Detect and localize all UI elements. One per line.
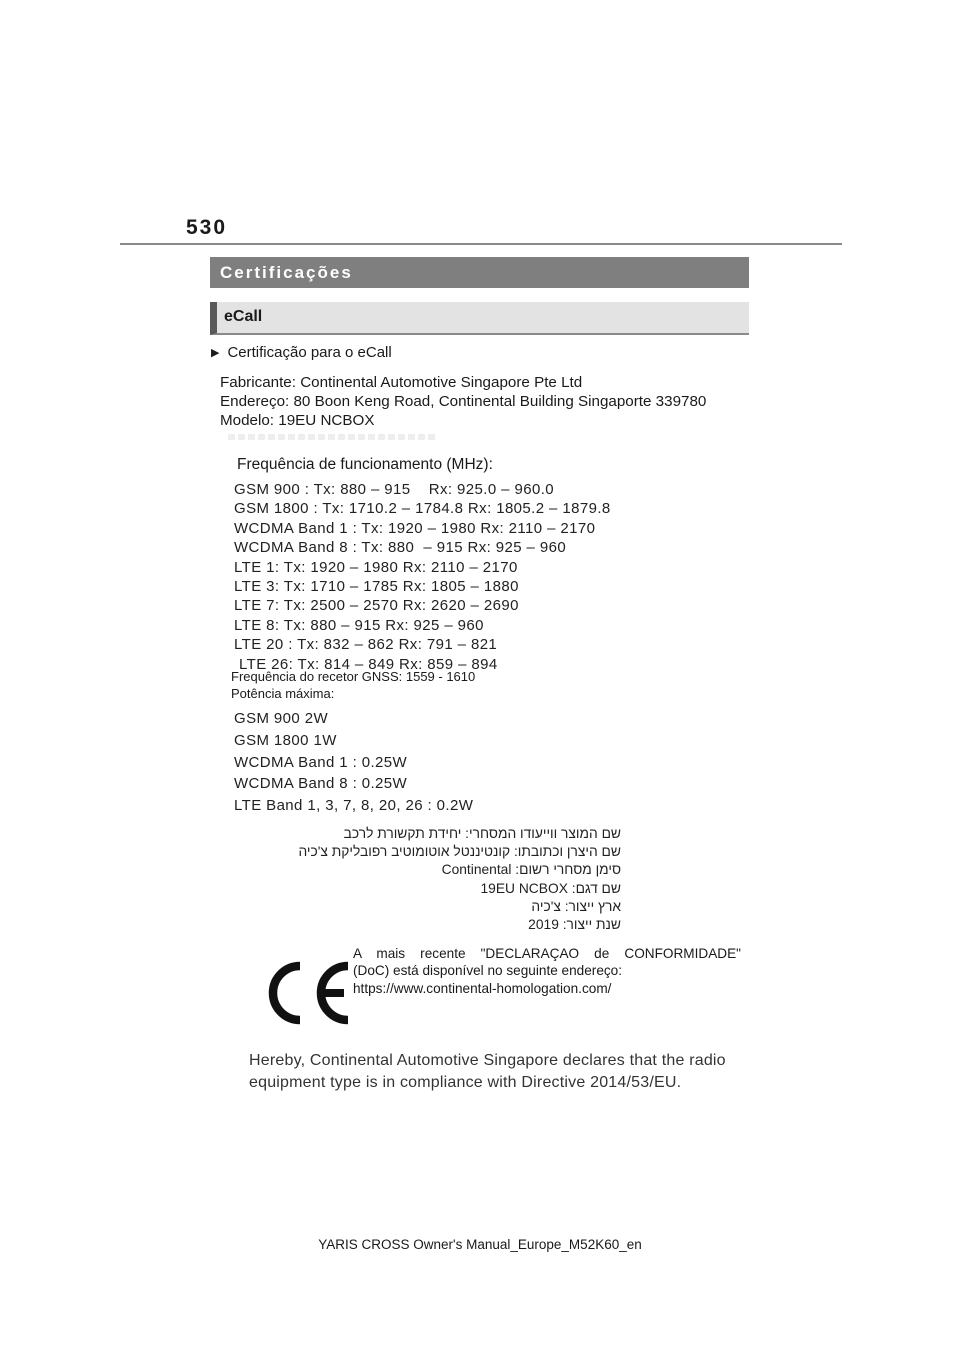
power-list — [234, 708, 473, 817]
manufacturer-info — [220, 373, 706, 430]
directive-line: Hereby, Continental Automotive Singapore declares that the radio — [249, 1052, 726, 1069]
hebrew-line: שם המוצר ווייעודו המסחרי: יחידת תקשורת לרכב — [343, 826, 621, 841]
band-row: LTE 26: Tx: 814 – 849 Rx: 859 – 894 — [239, 655, 498, 673]
power-row: LTE Band 1, 3, 7, 8, 20, 26 : 0.2W — [234, 797, 474, 815]
hebrew-line: שם דגם: 19EU NCBOX — [480, 880, 621, 896]
page-number: 530 — [186, 216, 228, 239]
band-row: GSM 1800 : Tx: 1710.2 – 1784.8 Rx: 1805.2 – 1879.8 — [234, 500, 611, 518]
header-rule — [120, 243, 842, 245]
page-footer: YARIS CROSS Owner's Manual_Europe_M52K60_en — [318, 1237, 642, 1252]
directive-line: equipment type is in compliance with Directive 2014/53/EU. — [249, 1074, 682, 1091]
frequency-heading: Frequência de funcionamento (MHz): — [237, 456, 493, 473]
band-row: LTE 1: Tx: 1920 – 1980 Rx: 2110 – 2170 — [234, 558, 518, 576]
gnss-frequency: Frequência do recetor GNSS: 1559 - 1610 — [231, 669, 476, 684]
band-row: WCDMA Band 1 : Tx: 1920 – 1980 Rx: 2110 – 2170 — [234, 519, 596, 537]
model-line: Modelo: 19EU NCBOX — [220, 412, 375, 429]
power-row: GSM 900 2W — [234, 710, 329, 727]
doc-availability-notice — [353, 945, 741, 997]
directive-statement — [249, 1050, 726, 1094]
frequency-band-list — [234, 480, 611, 674]
subsection-title: eCall — [210, 302, 749, 335]
bullet-text: Certificação para o eCall — [227, 344, 392, 361]
band-row: WCDMA Band 8 : Tx: 880 – 915 Rx: 925 – 960 — [234, 539, 567, 557]
band-row: LTE 8: Tx: 880 – 915 Rx: 925 – 960 — [234, 616, 484, 634]
doc-notice-line: (DoC) está disponível no seguinte endereço: — [353, 963, 623, 979]
band-row: GSM 900 : Tx: 880 – 915 Rx: 925.0 – 960.0 — [234, 481, 555, 498]
manufacturer-line: Fabricante: Continental Automotive Singapore Pte Ltd — [220, 374, 583, 391]
band-row: LTE 7: Tx: 2500 – 2570 Rx: 2620 – 2690 — [234, 597, 519, 615]
max-power-label: Potência máxima: — [231, 686, 335, 701]
power-row: GSM 1800 1W — [234, 731, 337, 749]
faint-scan-artifact — [228, 434, 438, 440]
bullet-item — [211, 344, 392, 361]
band-row: LTE 20 : Tx: 832 – 862 Rx: 791 – 821 — [234, 636, 498, 654]
ce-mark-icon — [262, 960, 352, 1026]
address-line: Endereço: 80 Boon Keng Road, Continental Building Singaporte 339780 — [220, 393, 707, 410]
power-row: WCDMA Band 8 : 0.25W — [234, 775, 408, 793]
gnss-power-block — [231, 668, 475, 702]
hebrew-line: שם היצרן וכתובתו: קונטיננטל אוטומוטיב רפובליקת צ'כיה — [298, 844, 621, 860]
power-row: WCDMA Band 1 : 0.25W — [234, 753, 408, 771]
band-row: LTE 3: Tx: 1710 – 1785 Rx: 1805 – 1880 — [234, 578, 519, 596]
hebrew-line: סימן מסחרי רשום: Continental — [441, 862, 621, 878]
hebrew-declaration — [261, 825, 621, 934]
section-title: Certificações — [210, 257, 749, 288]
hebrew-line: שנת ייצור: 2019 — [528, 917, 621, 933]
doc-notice-line: A mais recente "DECLARAÇAO de CONFORMIDADE" — [353, 946, 741, 961]
homologation-link[interactable]: https://www.continental-homologation.com/ — [353, 980, 612, 996]
hebrew-line: ארץ ייצור: צ'כיה — [531, 898, 621, 914]
triangle-bullet-icon: ▶ — [211, 347, 220, 359]
